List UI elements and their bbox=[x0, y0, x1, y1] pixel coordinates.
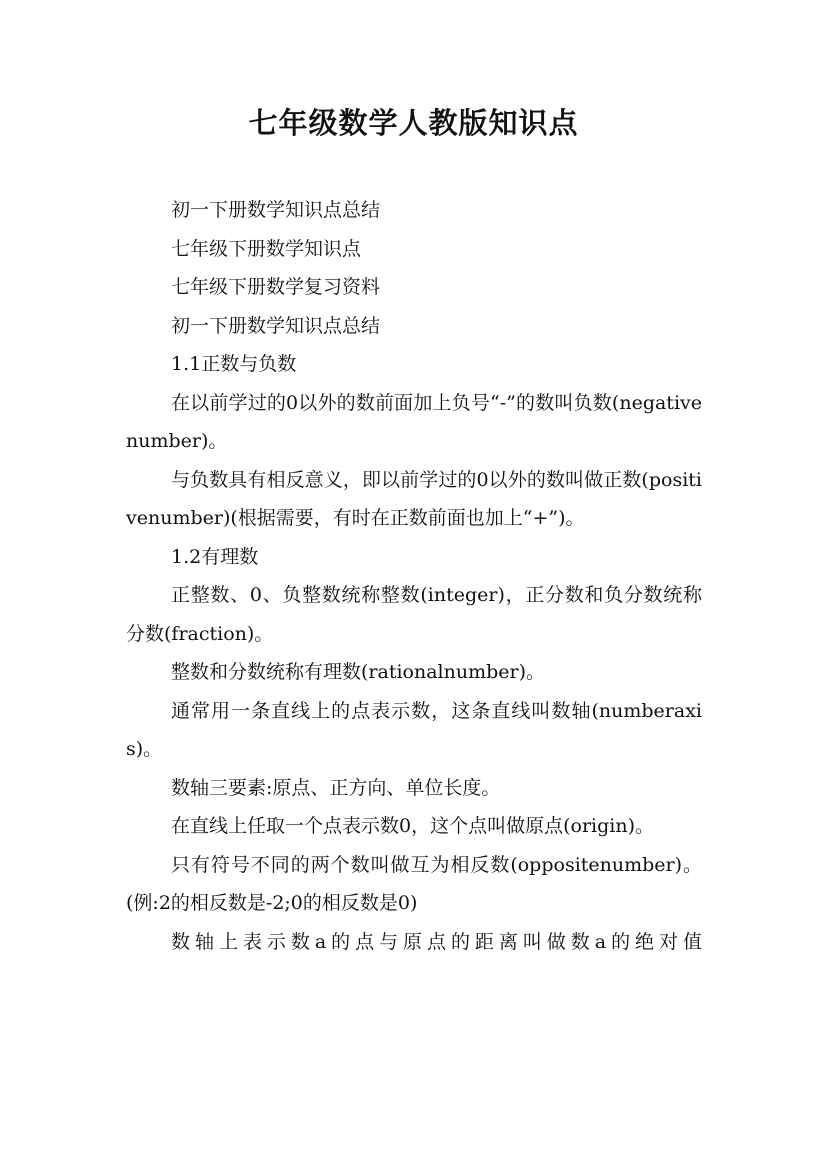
paragraph: 在直线上任取一个点表示数0，这个点叫做原点(origin)。 bbox=[171, 815, 654, 837]
paragraph: 正整数、0、负整数统称整数(integer)，正分数和负分数统称分数(fraction)。 bbox=[126, 584, 702, 645]
document-title: 七年级数学人教版知识点 bbox=[248, 106, 579, 140]
section-heading: 1.2有理数 bbox=[171, 545, 259, 568]
paragraph: 整数和分数统称有理数(rationalnumber)。 bbox=[171, 661, 546, 683]
paragraph: 数轴三要素:原点、正方向、单位长度。 bbox=[171, 776, 501, 799]
paragraph: 与负数具有相反意义，即以前学过的0以外的数叫做正数(positivenumber)(根据需要，有时在正数前面也加上“+”)。 bbox=[126, 468, 702, 529]
paragraph: 数轴上表示数a的点与原点的距离叫做数a的绝对值 bbox=[171, 930, 702, 953]
section-heading: 1.1正数与负数 bbox=[171, 353, 297, 375]
paragraph: 初一下册数学知识点总结 bbox=[171, 314, 381, 337]
paragraph: 在以前学过的0以外的数前面加上负号“-”的数叫负数(negativenumber)。 bbox=[126, 391, 702, 452]
paragraph: 通常用一条直线上的点表示数，这条直线叫数轴(numberaxis)。 bbox=[126, 699, 702, 760]
document-body bbox=[126, 191, 702, 961]
paragraph: 七年级下册数学复习资料 bbox=[171, 276, 381, 298]
paragraph: 初一下册数学知识点总结 bbox=[171, 199, 381, 221]
paragraph: 只有符号不同的两个数叫做互为相反数(oppositenumber)。(例:2的相反数是-2;0的相反数是0) bbox=[126, 853, 702, 914]
paragraph: 七年级下册数学知识点 bbox=[171, 237, 362, 260]
